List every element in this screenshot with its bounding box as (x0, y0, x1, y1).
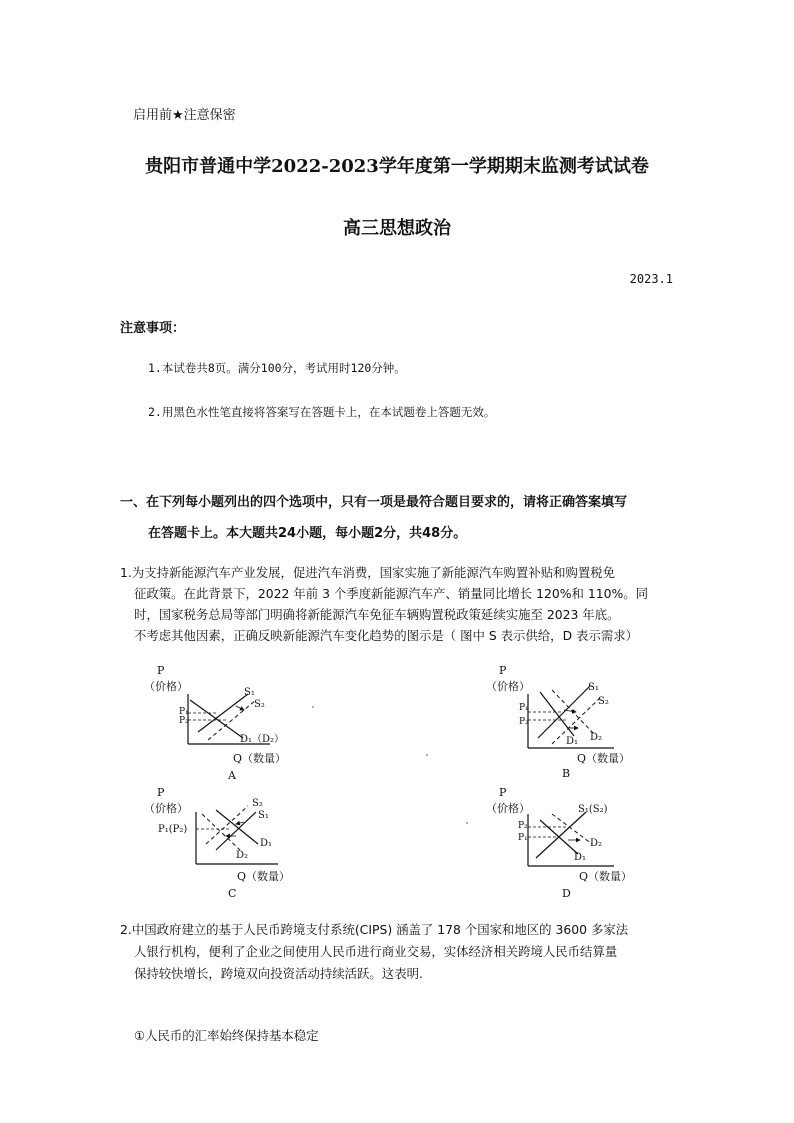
graph-option-a (140, 662, 320, 782)
s2-label: S₂ (252, 798, 263, 809)
question-2-text: 保持较快增长，跨境双向投资活动持续活跃。这表明. (134, 966, 423, 981)
d2-label: D₂ (590, 838, 603, 849)
p-label: P₁(P₂) (158, 824, 188, 835)
p-axis-label: P (157, 664, 165, 677)
p1-label: P₁ (518, 833, 528, 843)
scan-speck (312, 706, 314, 708)
notice-heading: 注意事项： (120, 321, 186, 336)
question-1-text: 1.为支持新能源汽车产业发展，促进汽车消费，国家实施了新能源汽车购置补贴和购置税免 (120, 565, 616, 580)
s1-label: S₁ (258, 810, 269, 821)
s1-label: S₁ (244, 687, 255, 698)
demand-curve (190, 700, 243, 738)
exam-date: 2023.1 (629, 272, 673, 286)
p-axis-label: P (499, 786, 507, 799)
notice-item: 2.用黑色水性笔直接将答案写在答题卡上，在本试题卷上答题无效。 (148, 405, 496, 419)
d2-label: D₂ (236, 850, 249, 861)
p-axis-label: P (157, 786, 165, 799)
d1-label: D₁ (260, 838, 273, 849)
scan-speck (426, 754, 428, 756)
question-1-text: 时，国家税务总局等部门明确将新能源汽车免征车辆购置税政策延续实施至 2023 年底。 (134, 607, 620, 622)
q-axis-label: Q（数量） (237, 870, 291, 883)
p2-label: P₂ (179, 716, 189, 726)
supply-curve-s1 (216, 812, 256, 850)
p1-label: P₁ (519, 703, 529, 713)
option-c-letter: C (228, 887, 237, 900)
s-label: S₁(S₂) (578, 804, 608, 815)
s2-label: S₂ (598, 696, 609, 707)
option-b-letter: B (562, 767, 571, 780)
price-label: （价格） (144, 680, 188, 693)
question-1-text: 征政策。在此背景下，2022 年前 3 个季度新能源汽车产、销量同比增长 120%和 110%。同 (134, 586, 649, 601)
q-axis-label: Q（数量） (233, 752, 287, 765)
option-a-letter: A (228, 769, 236, 782)
d1-label: D₁ (574, 852, 587, 863)
price-label: （价格） (486, 680, 530, 693)
question-2-option-1: ①人民币的汇率始终保持基本稳定 (134, 1028, 319, 1043)
s2-label: S₂ (254, 699, 265, 710)
demand-curve-d2 (552, 814, 592, 844)
d2-label: D₂ (590, 732, 603, 743)
graph-option-d (482, 784, 662, 904)
p1-label: P₁ (179, 707, 189, 717)
p2-label: P₂ (519, 717, 529, 727)
d-label: D₁（D₂） (240, 734, 285, 745)
exam-title: 贵阳市普通中学2022-2023学年度第一学期期末监测考试试卷 (145, 156, 649, 177)
graph-option-c (140, 784, 320, 904)
q-axis-label: Q（数量） (577, 752, 631, 765)
p2-label: P₂ (518, 821, 528, 831)
price-label: （价格） (144, 802, 188, 815)
question-2-text: 人银行机构，便利了企业之间使用人民币进行商业交易，实体经济相关跨境人民币结算量 (134, 944, 618, 959)
scan-speck (466, 822, 468, 824)
option-d-letter: D (562, 887, 571, 900)
q-axis-label: Q（数量） (579, 870, 633, 883)
question-2-text: 2.中国政府建立的基于人民币跨境支付系统(CIPS) 涵盖了 178 个国家和地区的 3600 多家法 (120, 922, 629, 937)
question-1-text: 不考虑其他因素，正确反映新能源汽车变化趋势的图示是（ 图中 S 表示供给，D 表示需求） (134, 628, 639, 643)
confidential-note: 启用前★注意保密 (133, 108, 236, 123)
demand-curve-d1 (540, 692, 574, 736)
section-instructions: 一、在下列每小题列出的四个选项中，只有一项是最符合题目要求的，请将正确答案填写 (120, 495, 628, 510)
p-axis-label: P (499, 664, 507, 677)
price-label: （价格） (486, 802, 530, 815)
s1-label: S₁ (588, 682, 599, 693)
notice-item: 1.本试卷共8页。满分100分，考试用时120分钟。 (148, 361, 406, 375)
d1-label: D₁ (566, 736, 579, 747)
demand-curve-d1 (216, 810, 258, 844)
graph-option-b (482, 662, 662, 782)
section-instructions-cont: 在答题卡上。本大题共24小题，每小题2分，共48分。 (148, 526, 467, 541)
exam-subject: 高三思想政治 (343, 218, 451, 239)
